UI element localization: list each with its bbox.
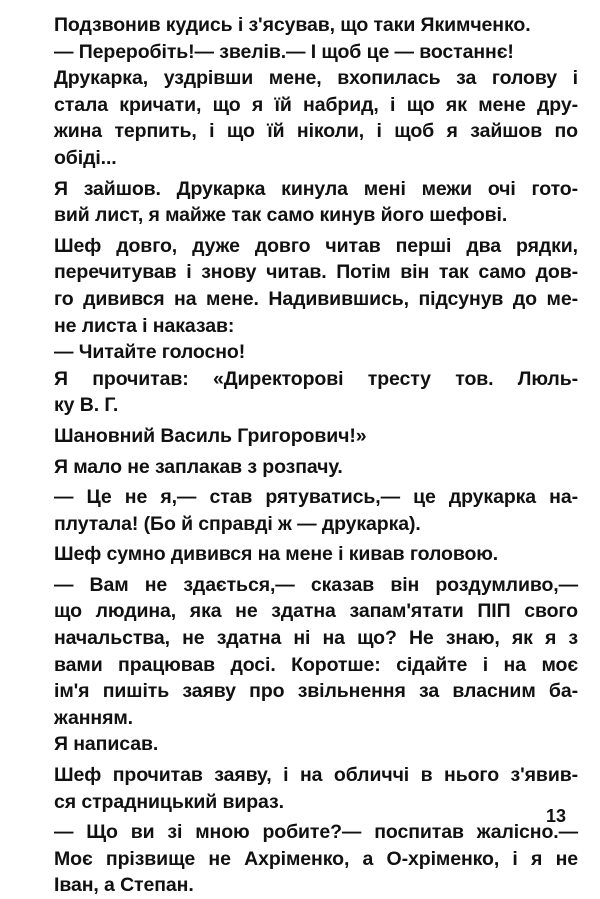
text-line: стала кричати, що я їй набрид, і що як мене дру-	[54, 93, 578, 116]
paragraph	[54, 39, 578, 66]
paragraph	[54, 12, 578, 39]
text-line: Я прочитав: «Директорові тресту тов. Люль-	[54, 367, 578, 390]
text-line: ім'я пишіть заяву про звільнення за власним ба-	[54, 680, 578, 703]
text-line: — Вам не здається,— сказав він роздумливо,—	[54, 573, 578, 596]
text-line: Шановний Василь Григорович!»	[54, 424, 367, 447]
text-line: — Що ви зі мною робите?— поспитав жалісно.—	[54, 821, 578, 844]
paragraph	[54, 762, 578, 815]
text-line: Іван, а Степан.	[54, 874, 194, 897]
text-line: го дивився на мене. Надивившись, підсунув до ме-	[54, 287, 578, 310]
text-line: жина терпить, і що їй ніколи, і щоб я зайшов по	[54, 120, 578, 143]
text-line: Подзвонив кудись і з'ясував, що таки Якимченко.	[54, 14, 531, 36]
text-line: Шеф довго, дуже довго читав перші два рядки,	[54, 234, 578, 257]
text-line: Моє прізвище не Ахріменко, а О-хріменко, і я не	[54, 847, 578, 870]
text-line: Шеф прочитав заяву, і на обличчі в нього з'явив-	[54, 764, 578, 787]
text-line: Я мало не заплакав з розпачу.	[54, 455, 343, 478]
text-line: обіді...	[54, 146, 117, 169]
paragraph	[54, 233, 578, 339]
paragraph	[54, 65, 578, 171]
paragraph	[54, 339, 578, 366]
page-number: 13	[545, 806, 566, 826]
paragraph	[54, 484, 578, 537]
text-line: що людина, яка не здатна запам'ятати ПІП свого	[54, 600, 578, 623]
text-line: Я написав.	[54, 733, 159, 756]
text-line: Шеф сумно дивився на мене і кивав головою.	[54, 543, 499, 566]
text-line: ку В. Г.	[54, 394, 119, 417]
paragraph	[54, 454, 578, 481]
text-line: — Переробіть!— звелів.— І щоб це — востаннє!	[54, 40, 514, 63]
text-line: вами працював досі. Коротше: сідайте і на моє	[54, 653, 578, 676]
paragraph	[54, 423, 578, 450]
text-line: не листа і наказав:	[54, 314, 235, 337]
text-line: плутала! (Бо й справді ж — друкарка).	[54, 512, 421, 535]
text-line: — Читайте голосно!	[54, 341, 246, 364]
paragraph	[54, 731, 578, 758]
text-line: начальства, не здатна ні на що? Не знаю, як я з	[54, 627, 578, 650]
text-line: вий лист, я майже так само кинув його шефові.	[54, 204, 508, 227]
text-line: жанням.	[54, 706, 133, 729]
paragraph	[54, 541, 578, 568]
paragraph	[54, 366, 578, 419]
paragraph	[54, 176, 578, 229]
text-line: Друкарка, уздрівши мене, вхопилась за голову і	[54, 67, 578, 90]
text-line: ся страдницький вираз.	[54, 790, 284, 813]
page-body	[54, 12, 578, 899]
paragraph	[54, 572, 578, 732]
paragraph	[54, 819, 578, 899]
text-line: — Це не я,— став рятуватись,— це друкарка на-	[54, 486, 578, 509]
text-line: Я зайшов. Друкарка кинула мені межи очі гото-	[54, 177, 578, 200]
text-line: перечитував і знову читав. Потім він так само дов-	[54, 261, 578, 284]
